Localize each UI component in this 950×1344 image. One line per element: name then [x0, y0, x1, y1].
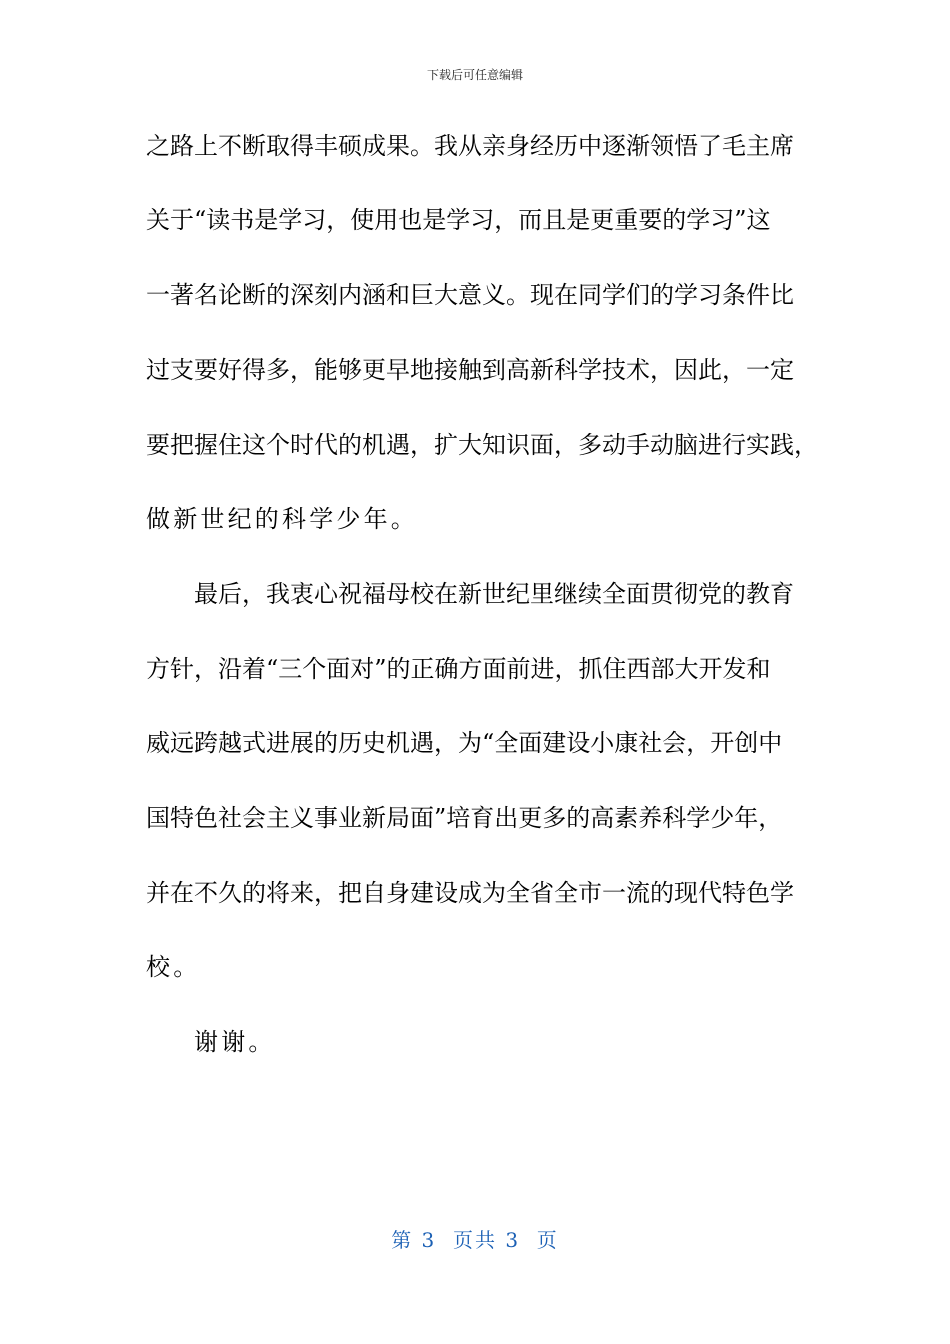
text-line: 过支要好得多，能够更早地接触到高新科学技术，因此，一定	[146, 356, 794, 384]
page-header: 下载后可任意编辑	[426, 68, 523, 82]
text-line: 国特色社会主义事业新局面”培育出更多的高素养科学少年，	[146, 804, 783, 832]
page-number-footer: 第 3 页共 3 页	[391, 1228, 559, 1252]
text-line: 之路上不断取得丰硕成果。我从亲身经历中逐渐领悟了毛主席	[146, 132, 794, 160]
text-line: 并在不久的将来，把自身建设成为全省全市一流的现代特色学	[146, 879, 794, 907]
text-line: 一著名论断的深刻内涵和巨大意义。现在同学们的学习条件比	[146, 281, 794, 309]
text-line: 做新世纪的科学少年。	[146, 505, 418, 533]
text-line: 威远跨越式进展的历史机遇，为“全面建设小康社会，开创中	[146, 729, 783, 757]
body-paragraph-3: 谢谢。	[194, 1028, 276, 1056]
text-line: 最后，我衷心祝福母校在新世纪里继续全面贯彻党的教育	[194, 580, 794, 608]
text-line: 要把握住这个时代的机遇，扩大知识面，多动手动脑进行实践，	[146, 431, 818, 459]
text-line: 方针，沿着“三个面对”的正确方面前进，抓住西部大开发和	[146, 655, 771, 683]
text-line: 关于“读书是学习，使用也是学习，而且是更重要的学习”这	[146, 206, 771, 234]
text-line: 校。	[146, 953, 201, 981]
